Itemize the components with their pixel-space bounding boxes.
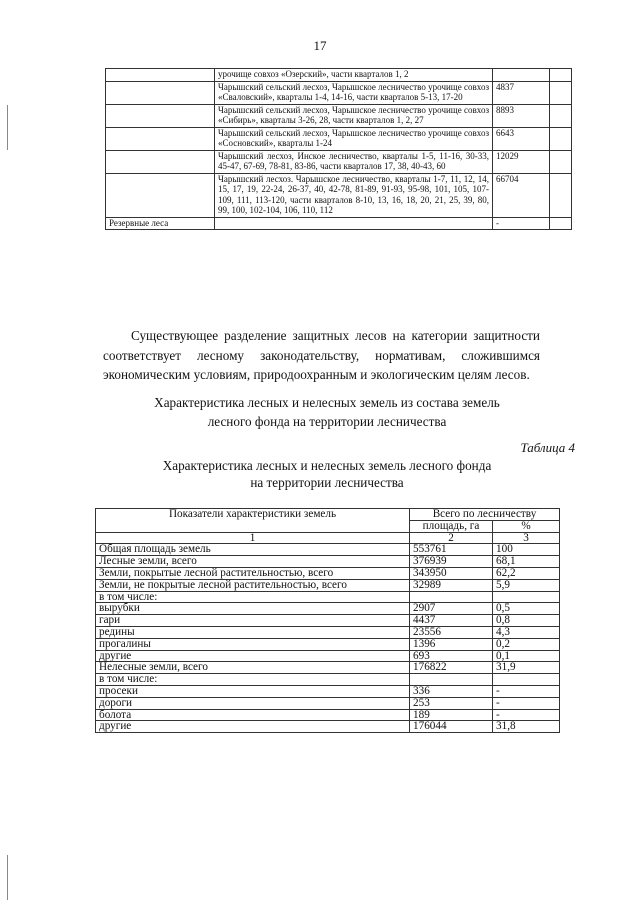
forest-areas-table xyxy=(105,68,572,230)
table-caption xyxy=(100,457,554,491)
area-value-cell: 336 xyxy=(410,685,493,697)
empty-cell xyxy=(550,104,572,127)
table-row xyxy=(106,150,572,173)
area-value-cell: 1396 xyxy=(410,638,493,650)
area-value-cell: 376939 xyxy=(410,556,493,568)
column-number: 1 xyxy=(96,532,410,544)
table-row xyxy=(96,579,560,591)
area-cell: 6643 xyxy=(493,127,550,150)
percent-value-cell xyxy=(493,674,560,686)
forest-category-cell xyxy=(106,150,215,173)
table-row xyxy=(96,685,560,697)
indicator-cell: в том числе: xyxy=(96,591,410,603)
empty-cell xyxy=(550,217,572,230)
empty-cell xyxy=(550,150,572,173)
percent-value-cell: 5,9 xyxy=(493,579,560,591)
table-row xyxy=(96,544,560,556)
forest-category-cell xyxy=(106,104,215,127)
forest-category-cell: Резервные леса xyxy=(106,217,215,230)
section-heading-line: лесного фонда на территории лесничества xyxy=(207,413,447,429)
column-number: 3 xyxy=(493,532,560,544)
area-value-cell xyxy=(410,591,493,603)
table-row xyxy=(96,721,560,733)
percent-value-cell: 100 xyxy=(493,544,560,556)
area-cell: 4837 xyxy=(493,81,550,104)
location-description-cell: Чарышский лесхоз, Инское лесничество, кварталы 1-5, 11-16, 30-33, 45-47, 67-69, 78-81, 83-86, части кварталов 17, 38, 40-43, 60 xyxy=(215,150,493,173)
table-row xyxy=(96,638,560,650)
location-description-cell: Чарышский сельский лесхоз, Чарышское лесничество урочище совхоз «Сваловский», кварталы 1-4, 14-16, части кварталов 5-13, 17-20 xyxy=(215,81,493,104)
percent-value-cell: 4,3 xyxy=(493,626,560,638)
percent-header: % xyxy=(493,520,560,532)
location-description-cell: урочище совхоз «Озерский», части кварталов 1, 2 xyxy=(215,69,493,82)
empty-cell xyxy=(550,69,572,82)
table-row xyxy=(96,662,560,674)
table-row xyxy=(96,650,560,662)
indicator-cell: редины xyxy=(96,626,410,638)
percent-value-cell: 0,1 xyxy=(493,650,560,662)
indicator-cell: просеки xyxy=(96,685,410,697)
indicator-cell: гари xyxy=(96,615,410,627)
indicator-cell: вырубки xyxy=(96,603,410,615)
area-value-cell: 176044 xyxy=(410,721,493,733)
percent-value-cell: 62,2 xyxy=(493,567,560,579)
area-value-cell: 23556 xyxy=(410,626,493,638)
indicator-cell: болота xyxy=(96,709,410,721)
area-cell: - xyxy=(493,217,550,230)
table-caption-line: Характеристика лесных и нелесных земель лесного фонда xyxy=(162,458,492,473)
area-value-cell: 553761 xyxy=(410,544,493,556)
table-row xyxy=(106,69,572,82)
area-cell xyxy=(493,69,550,82)
area-value-cell: 176822 xyxy=(410,662,493,674)
land-characteristics-table xyxy=(95,508,560,733)
indicator-cell: дороги xyxy=(96,697,410,709)
table-number-label: Таблица 4 xyxy=(520,440,575,455)
percent-value-cell: - xyxy=(493,709,560,721)
area-value-cell: 189 xyxy=(410,709,493,721)
table-row xyxy=(106,173,572,217)
forest-areas-table-body xyxy=(106,69,572,230)
indicator-cell: прогалины xyxy=(96,638,410,650)
empty-cell xyxy=(550,127,572,150)
percent-value-cell: 31,8 xyxy=(493,721,560,733)
scan-edge-mark xyxy=(7,855,8,900)
table-row xyxy=(106,104,572,127)
percent-value-cell: 0,5 xyxy=(493,603,560,615)
percent-value-cell: - xyxy=(493,697,560,709)
table-row xyxy=(96,709,560,721)
area-cell: 8893 xyxy=(493,104,550,127)
location-description-cell: Чарышский лесхоз. Чарышское лесничество, кварталы 1-7, 11, 12, 14, 15, 17, 19, 22-24, 26-37, 40, 42-78, 81-89, 91-93, 95-98, 101, 105, 107-109, 111, 113-120, части кварталов 8-10, 13, 16, 18, 20, 21, 25, 39, 80, 99, 100, 102-104, 106, 110, 112 xyxy=(215,173,493,217)
area-cell: 12029 xyxy=(493,150,550,173)
column-number: 2 xyxy=(410,532,493,544)
area-value-cell: 693 xyxy=(410,650,493,662)
table-row xyxy=(96,567,560,579)
percent-value-cell: - xyxy=(493,685,560,697)
location-description-cell: Чарышский сельский лесхоз, Чарышское лесничество урочище совхоз «Сибирь», кварталы 3-26, 28, части кварталов 1, 2, 27 xyxy=(215,104,493,127)
table-row xyxy=(96,674,560,686)
area-value-cell: 4437 xyxy=(410,615,493,627)
table-row xyxy=(96,603,560,615)
page-number: 17 xyxy=(313,38,327,53)
area-value-cell: 253 xyxy=(410,697,493,709)
section-heading xyxy=(100,394,554,431)
scan-edge-mark xyxy=(7,105,8,150)
table-row xyxy=(96,556,560,568)
table-row xyxy=(106,81,572,104)
percent-value-cell: 31,9 xyxy=(493,662,560,674)
indicator-header: Показатели характеристики земель xyxy=(96,509,410,533)
indicator-cell: Лесные земли, всего xyxy=(96,556,410,568)
total-header: Всего по лесничеству xyxy=(410,509,560,521)
forest-category-cell xyxy=(106,81,215,104)
table-row xyxy=(96,697,560,709)
area-value-cell: 32989 xyxy=(410,579,493,591)
indicator-cell: Земли, не покрытые лесной растительностью, всего xyxy=(96,579,410,591)
table-row xyxy=(96,626,560,638)
forest-category-cell xyxy=(106,127,215,150)
table-row xyxy=(106,217,572,230)
area-value-cell xyxy=(410,674,493,686)
indicator-cell: другие xyxy=(96,721,410,733)
table-caption-line: на территории лесничества xyxy=(250,475,404,490)
empty-cell xyxy=(550,173,572,217)
area-value-cell: 2907 xyxy=(410,603,493,615)
forest-category-cell xyxy=(106,173,215,217)
location-description-cell xyxy=(215,217,493,230)
indicator-cell: в том числе: xyxy=(96,674,410,686)
table-row xyxy=(96,591,560,603)
location-description-cell: Чарышский сельский лесхоз, Чарышское лесничество урочище совхоз «Сосновский», кварталы 1-24 xyxy=(215,127,493,150)
area-cell: 66704 xyxy=(493,173,550,217)
percent-value-cell: 0,8 xyxy=(493,615,560,627)
land-characteristics-table-body xyxy=(96,544,560,733)
percent-value-cell: 68,1 xyxy=(493,556,560,568)
forest-category-cell xyxy=(106,69,215,82)
indicator-cell: Общая площадь земель xyxy=(96,544,410,556)
area-header: площадь, га xyxy=(410,520,493,532)
empty-cell xyxy=(550,81,572,104)
percent-value-cell xyxy=(493,591,560,603)
indicator-cell: Земли, покрытые лесной растительностью, всего xyxy=(96,567,410,579)
area-value-cell: 343950 xyxy=(410,567,493,579)
section-heading-line: Характеристика лесных и нелесных земель из состава земель xyxy=(154,395,500,410)
table-row xyxy=(106,127,572,150)
body-paragraph: Существующее разделение защитных лесов на категории защитности соответствует лесному законодательству, нормативам, сложившимся экономическим условиям, природоохранным и экологическим целям лесов. xyxy=(103,328,540,382)
table-row xyxy=(96,615,560,627)
percent-value-cell: 0,2 xyxy=(493,638,560,650)
indicator-cell: Нелесные земли, всего xyxy=(96,662,410,674)
indicator-cell: другие xyxy=(96,650,410,662)
